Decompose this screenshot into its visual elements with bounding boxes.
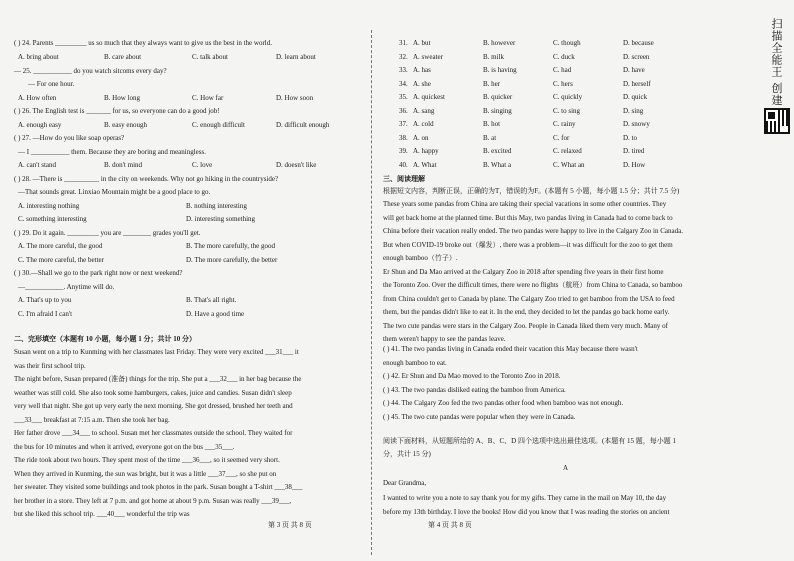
option-num: 38. [399,133,408,142]
option-b: B. singing [483,106,512,115]
page-footer-left: 第 3 页 共 8 页 [268,521,312,529]
letter-salutation: Dear Grandma, [383,479,427,487]
option-c: C. hers [553,79,573,88]
option-c: C. talk about [192,53,228,61]
option-d: D. because [623,39,654,47]
option-num: 34. [399,79,408,88]
option-num: 40. [399,160,408,169]
option-d: D. How soon [276,94,314,102]
passage-line: her brother in a store. They left at 7 p.m. and got home at about 9 p.m. Susan was really ___39___, [14,496,292,505]
question-stem: — 25. ___________ do you watch sitcoms every day? [14,67,167,75]
option-b: B. don't mind [104,161,143,169]
option-a: A. she [413,79,431,88]
option-d: D. The more carefully, the better [186,256,278,264]
option-b: B. however [483,39,516,47]
option-c: C. I'm afraid I can't [18,310,73,318]
instruction-line: 根据短文内容，判断正误，正确的为T，错误的为F。(本题有 5 小题，每小题 1.5 分；共计 7.5 分) [383,187,680,195]
option-num: 31. [399,39,408,47]
option-a: A. sweater [413,52,443,61]
option-c: C. for [553,133,570,142]
passage-line: them weren't happy to see the pandas leave. [383,335,506,343]
option-a: A. What [413,160,437,169]
option-a: A. on [413,133,429,142]
tf-question: ( ) 43. The two pandas disliked eating the bamboo from America. [383,385,566,394]
passage-line: very well that night. She got up very early the next morning. She got dressed, brushed her teeth and [14,402,293,410]
option-b: B. her [483,79,501,88]
question-stem: ( ) 27. —How do you like soap operas? [14,134,125,142]
passage-label: A [563,464,569,472]
option-b: B. quicker [483,93,513,101]
option-c: C. What an [553,160,585,169]
option-d: D. quick [623,93,648,101]
tf-question: ( ) 42. Er Shun and Da Mao moved to the Toronto Zoo in 2018. [383,372,561,380]
question-stem: ( ) 24. Parents _________ us so much that they always want to give us the best in the world. [14,39,272,47]
option-a: A. but [413,39,431,47]
option-num: 39. [399,147,408,155]
passage-line: ___33___ breakfast at 7:15 a.m. Then she took her bag. [14,415,170,424]
tf-question: ( ) 45. The two cute pandas were popular when they were in Canada. [383,412,576,421]
passage-line: the bus for 10 minutes and when it arrived, everyone got on the bus ___35___. [14,442,235,451]
option-c: C. love [192,161,213,169]
passage-line: weather was still cold. She also took some hamburgers, cakes, juice and candies. Susan didn't sleep [14,388,292,397]
option-d: D. Have a good time [186,310,245,318]
tf-question: ( ) 44. The Calgary Zoo fed the two pandas other food when bamboo was not enough. [383,399,624,407]
option-c: C. duck [553,52,575,61]
passage-line: will get back home at the planned time. But this May, two pandas living in Canada had to come back to [383,213,673,222]
option-b: B. care about [104,53,142,61]
option-c: C. something interesting [18,215,87,223]
option-d: D. have [623,66,645,74]
passage-line: The two cute pandas were stars in the Calgary Zoo. People in Canada liked them very much. Many of [383,321,668,330]
question-stem: ( ) 26. The English test is _______ for us, so everyone can do a good job! [14,107,220,115]
letter-line: before my 13th birthday. I love the books! How did you know that I was reading the stories on ancient [383,508,670,516]
option-b: B. That's all right. [186,296,237,304]
option-d: D. snowy [623,120,650,128]
option-a: A. How often [18,94,57,102]
binding-gutter [371,30,372,555]
option-d: D. interesting something [186,215,256,223]
tf-question: enough bamboo to eat. [383,358,447,367]
option-a: A. can't stand [18,161,57,169]
passage-line: Her father drove ___34___ to school. Susan met her classmates outside the school. They waited for [14,429,293,437]
section-title: 二、完形填空（本题有 10 小题，每小题 1 分；共计 10 分） [14,335,196,343]
option-a: A. That's up to you [18,296,72,304]
option-a: A. quickest [413,93,445,101]
question-stem: ( ) 28. —There is __________ in the city on weekends. Why not go hiking in the countryside? [14,175,279,183]
option-b: B. The more carefully, the good [186,242,276,250]
option-num: 35. [399,93,408,101]
option-a: A. happy [413,147,439,155]
option-b: B. How long [104,94,140,102]
passage-line: enough bamboo（竹子）. [383,254,458,262]
option-d: D. doesn't like [276,161,317,169]
passage-line: but she liked this school trip. ___40___ wonderful the trip was [14,510,190,518]
instruction-line: 分，共计 15 分) [383,450,431,458]
passage-line: These years some pandas from China are taking their special vacations in some other countries. They [383,200,667,208]
option-d: D. herself [623,79,651,88]
option-d: D. difficult enough [276,121,330,129]
passage-line: her sweater. They visited some buildings and took photos in the park. Susan bought a T-shirt ___38___ [14,483,303,491]
option-b: B. is having [483,66,517,74]
option-b: B. easy enough [104,121,147,129]
option-b: B. hot [483,120,501,128]
option-a: A. bring about [18,53,59,61]
option-c: C. had [553,66,572,74]
option-c: C. enough difficult [192,121,245,129]
option-c: C. though [553,39,581,47]
option-c: C. relaxed [553,147,582,155]
option-c: C. to sing [553,106,581,115]
passage-line: them, but the pandas didn't like to eat it. In the end, they decided to let the pandas go back home early. [383,308,670,316]
passage-line: When they arrived in Kunming, the sun was bright, but it was a little ___37___, so she put on [14,469,277,478]
option-b: B. What a [483,160,512,169]
option-d: D. screen [623,52,650,61]
option-a: A. enough easy [18,121,62,129]
passage-line: The ride took about two hours. They spent most of the time ___36___, so it seemed very short. [14,456,280,464]
page-footer-right: 第 4 页 共 8 页 [428,521,472,529]
option-b: B. at [483,133,497,142]
passage-line: China before their vacation really ended. The two pandas were happy to live in the Calgary Zoo in Canada. [383,227,683,235]
option-a: A. has [413,66,431,74]
passage-line: But when COVID-19 broke out（爆发）, there was a problem—it was difficult for the zoo to get them [383,240,673,249]
question-stem: ( ) 30.—Shall we go to the park right now or next weekend? [14,269,183,277]
option-d: D. sing [623,106,644,115]
question-answer-line: —___________. Anytime will do. [18,283,115,291]
passage-line: from China couldn't get to Canada by plane. The Calgary Zoo tried to get bamboo from the USA to feed [383,294,675,303]
option-b: B. milk [483,52,505,61]
question-answer-line: — For one hour. [28,80,75,88]
question-answer-line: — I ___________ them. Because they are boring and meaningless. [18,148,206,156]
option-a: A. sang [413,106,435,115]
option-d: D. learn about [276,53,316,61]
option-d: D. How [623,160,646,169]
option-b: B. excited [483,147,512,155]
option-c: C. quickly [553,93,583,101]
option-c: C. The more careful, the better [18,256,104,264]
option-c: C. rainy [553,120,576,128]
instruction-line: 阅读下面材料，从短题所给的 A、B、C、D 四个选项中选出最佳选项。(本题有 15 题，每小题 1 [383,437,677,445]
option-b: B. nothing interesting [186,202,247,210]
passage-line: Er Shun and Da Mao arrived at the Calgary Zoo in 2018 after spending five years in their first home [383,267,664,276]
scanner-watermark: 扫描全能王 创建 [770,18,783,107]
option-d: D. to [623,133,637,142]
option-a: A. cold [413,120,434,128]
option-num: 32. [399,52,408,61]
option-a: A. The more careful, the good [18,242,103,250]
option-num: 37. [399,120,408,128]
qr-code-icon [764,108,790,134]
letter-line: I wanted to write you a note to say thank you for my gifts. They came in the mail on May 10, the day [383,494,667,502]
passage-line: was their first school trip. [14,361,86,370]
section-title: 三、阅读理解 [383,175,425,183]
option-a: A. interesting nothing [18,202,80,210]
passage-line: The night before, Susan prepared (准备) things for the trip. She put a ___32___ in her bag because the [14,375,302,383]
option-num: 36. [399,106,408,115]
passage-line: the Toronto Zoo. Over the difficult times, there were no flights（航班）from China to Canada, so bamboo [383,281,683,289]
question-answer-line: —That sounds great. Linxiao Mountain might be a good place to go. [18,188,211,196]
tf-question: ( ) 41. The two pandas living in Canada ended their vacation this May because there wasn't [383,345,638,353]
option-d: D. tired [623,147,645,155]
passage-line: Susan went on a trip to Kunming with her classmates last Friday. They were very excited ___31___ it [14,348,299,356]
option-c: C. How far [192,94,224,102]
option-num: 33. [399,66,408,74]
question-stem: ( ) 29. Do it again. _________ you are ________ grades you'll get. [14,229,201,237]
